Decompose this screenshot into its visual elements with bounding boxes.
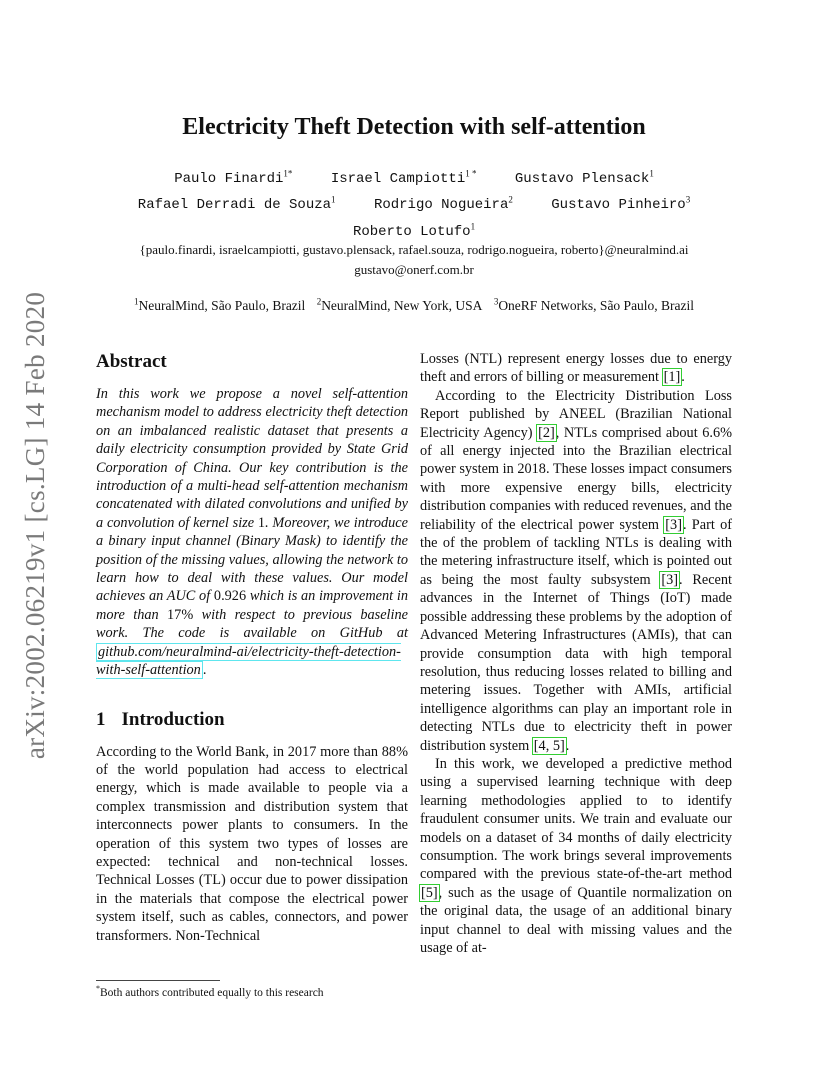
author: Paulo Finardi$^{1*}$	[174, 168, 293, 187]
footnote-rule	[96, 980, 220, 981]
section-heading-introduction: 1 Introduction	[96, 708, 225, 730]
author: Israel Campiotti$^{1 *}$	[330, 168, 477, 187]
abstract-text: In this work we propose a novel self-attention mechanism model to address electricity theft detection on an imbalanced realistic dataset that presents a daily electricity consumption provided by State Grid Corporation of China. Our key contribution is the introduction of a multi-head self-attention mechanism concatenated with dilated convolutions and unified by a convolution of kernel size 1. Moreover, we introduce a binary input channel (Binary Mask) to identify the position of the missing values, allowing the network to learn how to deal with these values. Our model achieves an AUC of 0.926 which is an improvement in more than 17% with respect to previous baseline work. The code is available on GitHub at github.com/neuralmind-ai/electricity-theft-detection-with-self-attention .	[96, 386, 408, 679]
abstract-heading: Abstract	[96, 351, 167, 372]
citation-link[interactable]: [5]	[421, 884, 438, 901]
author: Gustavo Plensack$^1$	[514, 168, 654, 187]
affiliations	[96, 296, 732, 314]
body-paragraph: In this work, we developed a predictive method using a supervised learning technique with deep learning methodologies applied to to identify fraudulent consumer units. We train and evaluate our models on a dataset of 34 months of daily electricity consumption. The work brings several improvements compared with the previous state-of-the-art method [5], such as the usage of Quantile normalization on the original data, the usage of an additional binary input channel to deal with missing values and the usage of at-	[420, 755, 732, 956]
author-emails	[96, 240, 732, 280]
right-column	[420, 350, 732, 957]
citation-link[interactable]: [4, 5]	[533, 737, 565, 754]
citation-link[interactable]: [1]	[663, 369, 681, 386]
author: Rodrigo Nogueira$^2$	[373, 194, 513, 214]
arxiv-stamp	[18, 290, 54, 760]
affiliation: $^1$NeuralMind, São Paulo, Brazil	[133, 296, 306, 313]
author: Roberto Lotufo$^1$	[352, 221, 476, 240]
arxiv-stamp-text: arXiv:2002.06219v1 [cs.LG] 14 Feb 2020	[20, 291, 51, 759]
author-list	[96, 163, 732, 243]
intro-paragraph: According to the World Bank, in 2017 more than 88% of the world population had access to electrical energy, which is made available to people via a complex transmission and distribution system that interconnects power plants to consumers. In the operation of this system two types of losses are expected: technical and non-technical losses. Technical Losses (TL) occur due to power dissipation in the materials that compose the electrical power system itself, such as cables, connectors, and power transformers. Non-Technical	[96, 743, 408, 944]
citation-link[interactable]: [3]	[661, 571, 678, 588]
body-paragraph: According to the Electricity Distribution Loss Report published by ANEEL (Brazilian National Electricity Agency) [2], NTLs comprised about 6.6% of all energy injected into the Brazilian electrical power system in 2018. These losses impact consumers with more expensive energy bills, electricity distribution companies with reduced revenues, and the reliability of the electrical power system [3]. Part of the of the problem of tackling NTLs is dealing with the metering infrastructure itself, which is pointed out as being the most faulty subsystem [3]. Recent advances in the Internet of Things (IoT) made possible addressing these problems by the adoption of Advanced Metering Infrastructures (AMIs), that can provide consumption data with high temporal resolution, thus reducing losses related to billing and metering issues. Together with AMIs, artificial intelligence algorithms can play an important role in detecting NTLs due to electricity theft in power distribution system [4, 5].	[420, 387, 733, 754]
footnote: *Both authors contributed equally to this research	[96, 984, 324, 999]
github-link[interactable]: github.com/neuralmind-ai/electricity-theft-detection-with-self-attention	[96, 643, 401, 679]
citation-link[interactable]: [3]	[665, 516, 682, 533]
left-column	[96, 350, 408, 945]
body-paragraph: Losses (NTL) represent energy losses due to energy theft and errors of billing or measurement [1].	[420, 351, 732, 386]
author: Gustavo Pinheiro$^3$	[551, 194, 691, 214]
author: Rafael Derradi de Souza$^1$	[137, 194, 336, 214]
affiliation: $^2$NeuralMind, New York, USA	[316, 296, 483, 313]
citation-link[interactable]: [2]	[538, 424, 555, 441]
affiliation: $^3$OneRF Networks, São Paulo, Brazil	[493, 296, 695, 313]
email-line: {paulo.finardi, israelcampiotti, gustavo.plensack, rafael.souza, rodrigo.nogueira, roberto}@neuralmind.ai	[139, 242, 689, 257]
email-line: gustavo@onerf.com.br	[354, 262, 474, 277]
paper-title: Electricity Theft Detection with self-attention	[182, 114, 646, 140]
